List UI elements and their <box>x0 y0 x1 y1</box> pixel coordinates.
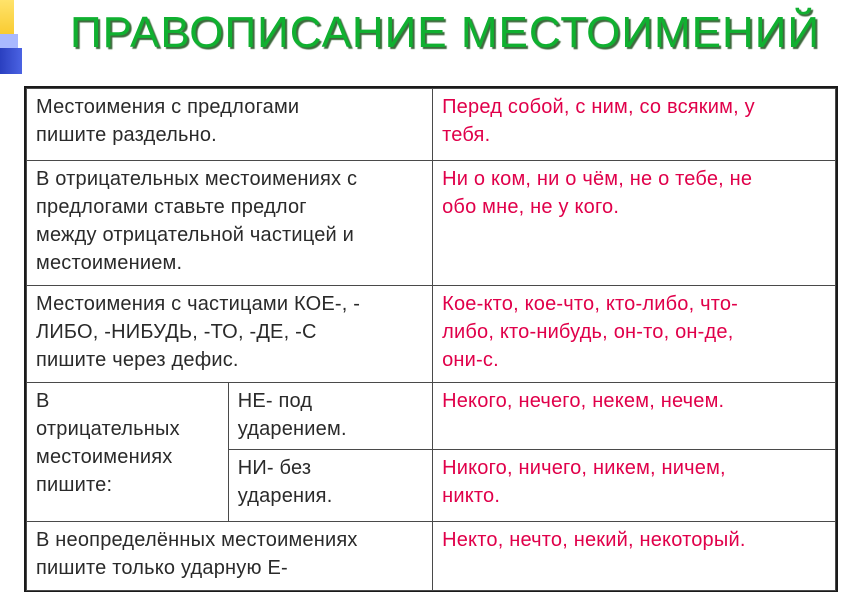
example-line: Кое-кто, кое-что, кто-либо, что- <box>442 293 739 315</box>
rule-line: пишите через дефис. <box>36 349 239 371</box>
rule-cell <box>27 383 229 522</box>
rule-line: В неопределённых местоимениях <box>36 529 358 551</box>
rule-cell <box>27 522 433 591</box>
rule-line: ЛИБО, -НИБУДЬ, -ТО, -ДЕ, -С <box>36 321 317 343</box>
rule-cell <box>27 286 433 383</box>
table-row <box>27 161 836 286</box>
example-line: Перед собой, с ним, со всяким, у <box>442 96 755 118</box>
table-row <box>27 383 836 450</box>
condition-line: ударения. <box>237 485 333 507</box>
example-line: Ни о ком, ни о чём, не о тебе, не <box>442 168 753 190</box>
example-line: никто. <box>442 485 501 507</box>
example-line: они-с. <box>442 349 499 371</box>
rule-line: Местоимения с предлогами <box>36 96 300 118</box>
decor-blue-block <box>0 48 22 74</box>
example-cell <box>433 161 836 286</box>
example-line: Некого, нечего, некем, нечем. <box>442 390 725 412</box>
rule-line: пишите раздельно. <box>36 124 217 146</box>
rule-line: предлогами ставьте предлог <box>36 196 307 218</box>
rule-cell <box>27 161 433 286</box>
condition-line: НИ- без <box>237 457 312 479</box>
rule-line: В отрицательных местоимениях с <box>36 168 358 190</box>
page-title: ПРАВОПИСАНИЕ МЕСТОИМЕНИЙ <box>70 8 820 57</box>
example-line: Никого, ничего, никем, ничем, <box>442 457 726 479</box>
rule-cell <box>27 89 433 161</box>
rule-line: отрицательных <box>36 418 180 440</box>
rule-line: Местоимения с частицами КОЕ-, - <box>36 293 361 315</box>
condition-cell <box>228 383 432 450</box>
rule-line: пишите только ударную Е- <box>36 557 288 579</box>
table-row <box>27 522 836 591</box>
example-line: тебя. <box>442 124 491 146</box>
table-row <box>27 89 836 161</box>
condition-line: ударением. <box>237 418 347 440</box>
rules-table <box>24 86 838 592</box>
rule-line: местоимениях <box>36 446 173 468</box>
example-line: Некто, нечто, некий, некоторый. <box>442 529 746 551</box>
example-cell <box>433 89 836 161</box>
rule-line: пишите: <box>36 474 113 496</box>
example-line: либо, кто-нибудь, он-то, он-де, <box>442 321 734 343</box>
condition-line: НЕ- под <box>237 390 313 412</box>
example-cell <box>433 450 836 522</box>
condition-cell <box>228 450 432 522</box>
example-cell <box>433 383 836 450</box>
rule-line: между отрицательной частицей и <box>36 224 355 246</box>
rule-line: местоимением. <box>36 252 183 274</box>
example-line: обо мне, не у кого. <box>442 196 620 218</box>
rule-line: В <box>36 390 50 412</box>
table-row <box>27 286 836 383</box>
example-cell <box>433 286 836 383</box>
example-cell <box>433 522 836 591</box>
